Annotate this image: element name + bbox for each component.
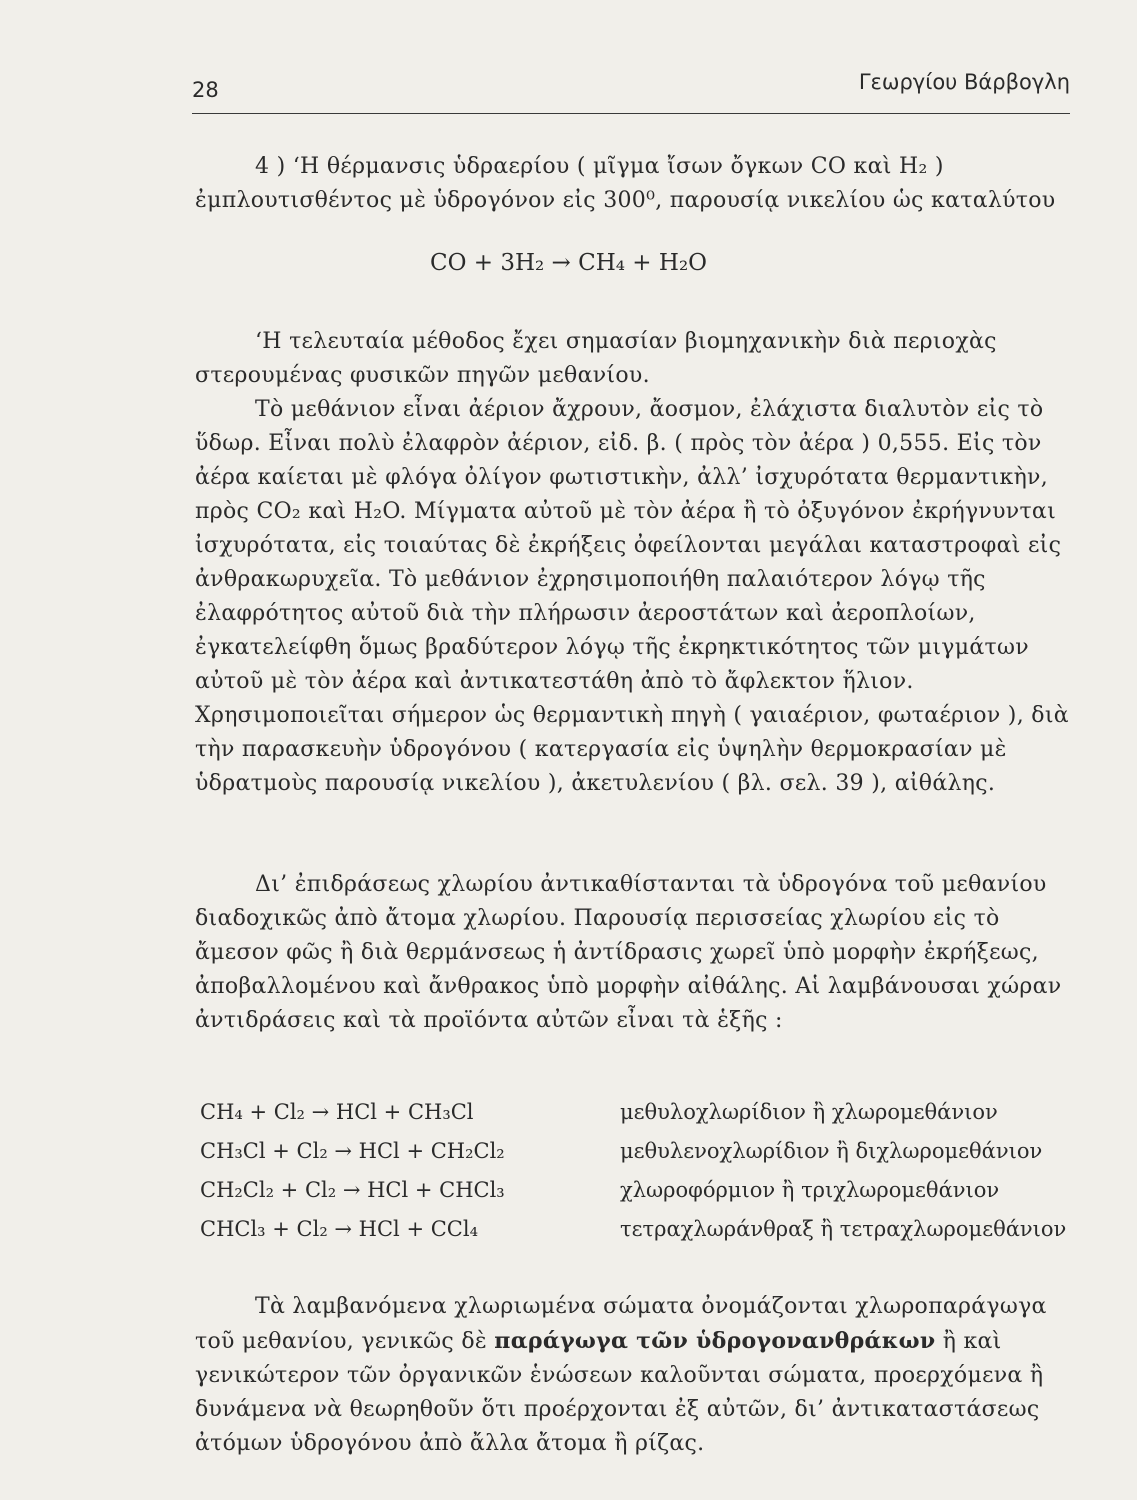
page-number: 28 bbox=[192, 78, 219, 102]
paragraph-text: 4 ) ‘Η θέρμανσις ὑδραερίου ( μῖγμα ἴσων ὄγκων CO καὶ H₂ ) ἐμπλουτισθέντος μὲ ὑδρογόνον εἰς 300⁰, παρουσίᾳ νικελίου ὡς καταλύτου bbox=[195, 154, 1056, 213]
paragraph-text: Δι’ ἐπιδράσεως χλωρίου ἀντικαθίστανται τὰ ὑδρογόνα τοῦ μεθανίου διαδοχικῶς ἀπὸ ἄτομα χλωρίου. Παρουσίᾳ περισσείας χλωρίου εἰς τὸ ἄμεσον φῶς ἢ διὰ θερμάνσεως ἡ ἀντίδρασις χωρεῖ ὑπὸ μορφὴν ἐκρήξεως, ἀποβαλλομένου καὶ ἄνθρακος ὑπὸ μορφὴν αἰθάλης. Αἱ λαμβάνουσαι χώραν ἀντιδράσεις καὶ τὰ προϊόντα αὐτῶν εἶναι τὰ ἑξῆς : bbox=[195, 872, 1062, 1033]
paragraph-text-before: Τὰ λαμβανόμενα χλωριωμένα σώματα ὀνομάζονται χλωροπαράγωγα τοῦ μεθανίου, γενικῶς δὲ bbox=[195, 1294, 1047, 1354]
reaction-product-name: μεθυλοχλωρίδιον ἢ χλωρομεθάνιον bbox=[620, 1100, 998, 1124]
reaction-row bbox=[200, 1211, 1080, 1247]
paragraph-text-after: ἢ καὶ γενικώτερον τῶν ὀργανικῶν ἑνώσεων καλοῦνται σώματα, προερχόμενα ἢ δυνάμενα νὰ θεωρηθοῦν ὅτι προέρχονται ἐξ αὐτῶν, δι’ ἀντικαταστάσεως ἀτόμων ὑδρογόνου ἀπὸ ἄλλα ἄτομα ἢ ρίζας. bbox=[195, 1329, 1044, 1456]
reaction-product-name: μεθυλενοχλωρίδιον ἢ διχλωρομεθάνιον bbox=[620, 1139, 1043, 1163]
reaction-formula: CH₂Cl₂ + Cl₂ → HCl + CHCl₃ bbox=[200, 1178, 505, 1202]
reaction-formula: CHCl₃ + Cl₂ → HCl + CCl₄ bbox=[200, 1217, 478, 1241]
paragraph-derivatives bbox=[195, 1290, 1075, 1461]
reaction-row bbox=[200, 1172, 1080, 1208]
header-rule bbox=[192, 113, 1070, 114]
page-header bbox=[192, 70, 1070, 112]
reaction-row bbox=[200, 1133, 1080, 1169]
reaction-formula: CH₄ + Cl₂ → HCl + CH₃Cl bbox=[200, 1100, 474, 1124]
methane-synthesis-equation: CO + 3H₂ → CH₄ + H₂O bbox=[429, 250, 708, 276]
paragraph-text: ‘Η τελευταία μέθοδος ἔχει σημασίαν βιομηχανικὴν διὰ περιοχὰς στερουμένας φυσικῶν πηγῶν μεθανίου. bbox=[195, 329, 997, 388]
paragraph-properties: Τὸ μεθάνιον εἶναι ἀέριον ἄχρουν, ἄοσμον, ἐλάχιστα διαλυτὸν εἰς τὸ ὕδωρ. Εἶναι πολὺ ἐλαφρὸν ἀέριον, εἰδ. β. ( πρὸς τὸν ἀέρα ) 0,555. Εἰς τὸν ἀέρα καίεται μὲ φλόγα ὀλίγον φωτιστικὴν, ἀλλ’ ἰσχυρότατα θερμαντικὴν, πρὸς CO₂ καὶ H₂O. Μίγματα αὐτοῦ μὲ τὸν ἀέρα ἢ τὸ ὀξυγόνον ἐκρήγνυνται ἰσχυρότατα, εἰς τοιαύτας δὲ ἐκρήξεις ὀφείλονται μεγάλαι καταστροφαὶ εἰς ἀνθρακωρυχεῖα. Τὸ μεθάνιον ἐχρησιμοποιήθη παλαιότερον λόγῳ τῆς ἐλαφρότητος αὐτοῦ διὰ τὴν πλήρωσιν ἀεροστάτων καὶ ἀεροπλοίων, ἐγκατελείφθη ὅμως βραδύτερον λόγῳ τῆς ἐκρηκτικότητος τῶν μιγμάτων αὐτοῦ μὲ τὸν ἀέρα καὶ ἀντικατεστάθη ἀπὸ τὸ ἄφλεκτον ἥλιον. Χρησιμοποιεῖται σήμερον ὡς θερμαντικὴ πηγὴ ( γαιαέριον, φωταέριον ), διὰ τὴν παρασκευὴν ὑδρογόνου ( κατεργασία εἰς ὑψηλὴν θερμοκρασίαν μὲ ὑδρατμοὺς παρουσίᾳ νικελίου ), ἀκετυλενίου ( βλ. σελ. 39 ), αἰθάλης. bbox=[195, 397, 1069, 796]
paragraph-industrial-significance bbox=[195, 325, 1075, 801]
bold-term: παράγωγα τῶν ὑδρογονανθράκων bbox=[494, 1328, 936, 1354]
reaction-product-name: τετραχλωράνθραξ ἢ τετραχλωρομεθάνιον bbox=[620, 1217, 1067, 1241]
running-header-author: Γεωργίου Βάρβογλη bbox=[858, 70, 1070, 94]
reaction-formula: CH₃Cl + Cl₂ → HCl + CH₂Cl₂ bbox=[200, 1139, 505, 1163]
reaction-row bbox=[200, 1094, 1080, 1130]
paragraph-method-4 bbox=[195, 150, 1075, 218]
paragraph-chlorination bbox=[195, 868, 1075, 1038]
reaction-product-name: χλωροφόρμιον ἢ τριχλωρομεθάνιον bbox=[620, 1178, 1000, 1202]
